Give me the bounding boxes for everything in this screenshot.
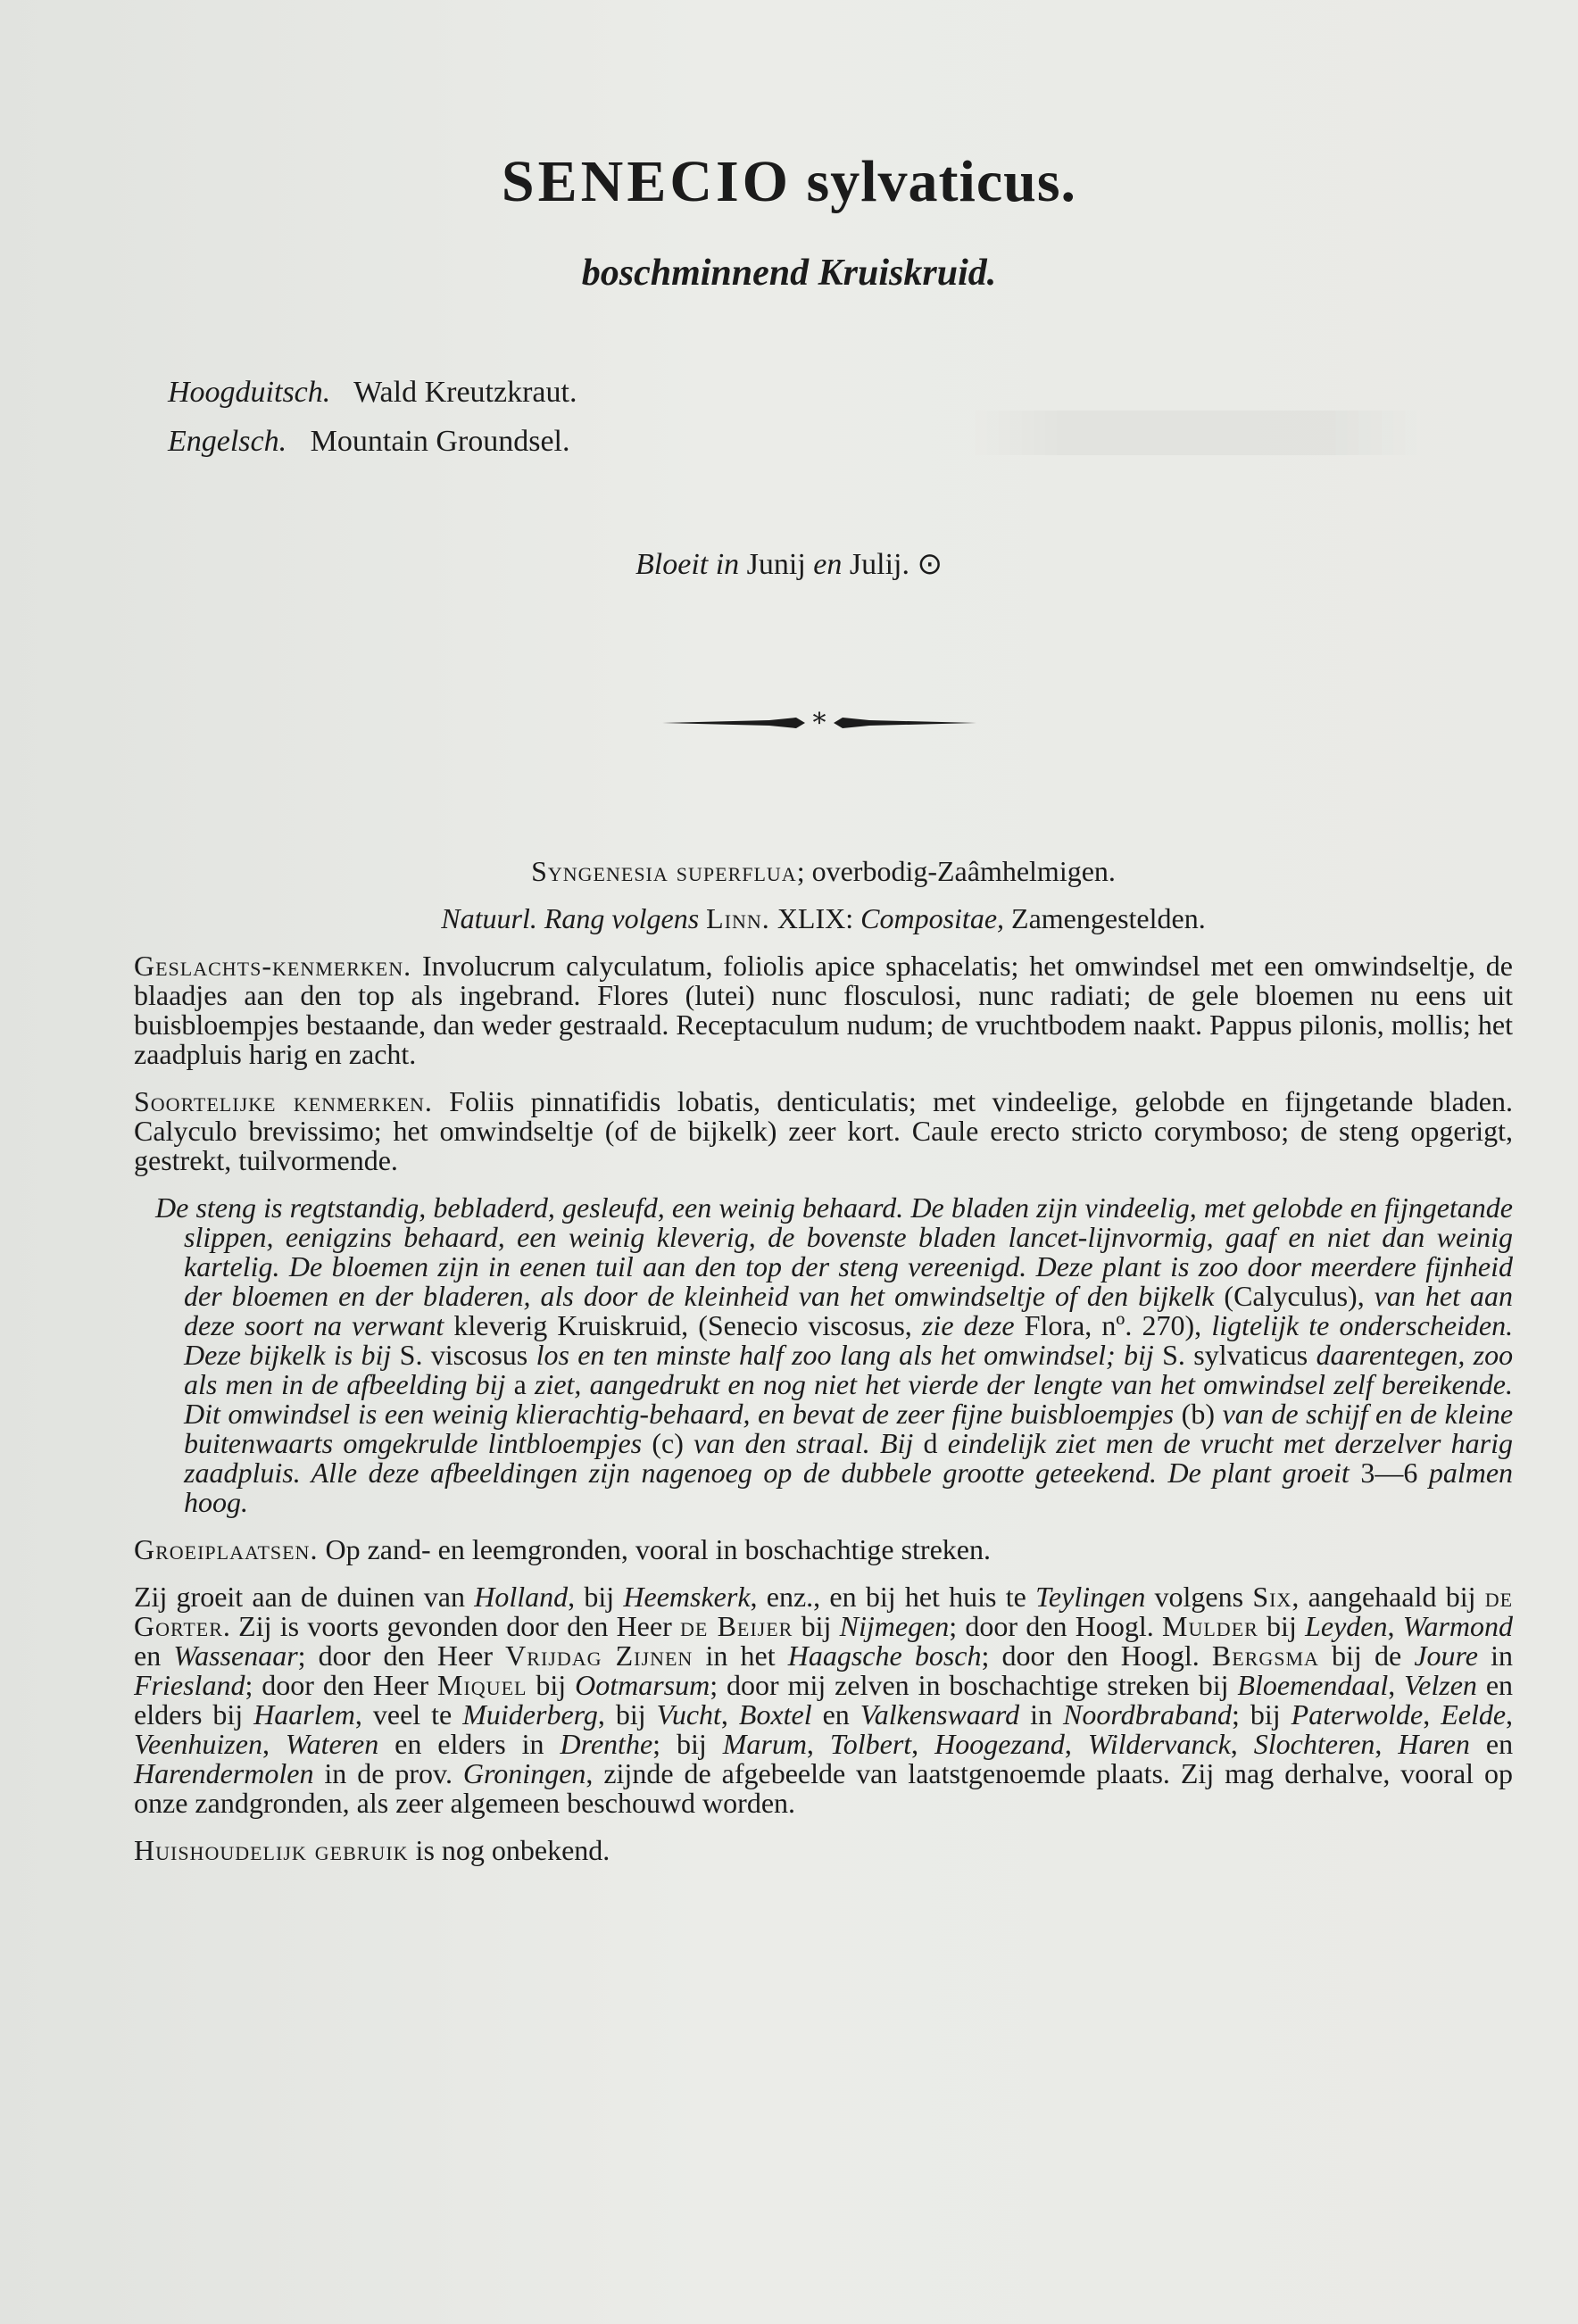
place-name: Wassenaar xyxy=(173,1639,298,1672)
species-title xyxy=(0,146,1578,218)
economic-use xyxy=(134,1836,1513,1865)
place-name: Hoogezand xyxy=(934,1728,1065,1760)
locality-text: , xyxy=(1064,1728,1088,1760)
desc-upright: a xyxy=(513,1368,527,1400)
rank-number: XLIX: xyxy=(777,902,854,934)
locality-text: bij xyxy=(793,1610,840,1642)
place-name: Haarlem xyxy=(253,1698,355,1731)
locality-text: ; bij xyxy=(652,1728,723,1760)
genus-name: SENECIO xyxy=(501,149,793,215)
desc-text: palmen hoog. xyxy=(184,1457,1514,1518)
person-name: Mulder xyxy=(1162,1610,1258,1642)
desc-upright: S. sylvaticus xyxy=(1162,1339,1308,1371)
desc-upright: Flora, nº. 270), xyxy=(1024,1309,1202,1341)
desc-upright: d xyxy=(923,1427,938,1459)
section-label: Soortelijke kenmerken. xyxy=(134,1085,433,1117)
locality-text: bij xyxy=(527,1669,576,1701)
locality-text: , xyxy=(1388,1669,1405,1701)
locality-text: , zijnde de afgebeelde van laatstgenoemde plaats. Zij mag derhalve, vooral op onze zandgronden, als zeer algemeen beschouwd worden. xyxy=(134,1757,1514,1819)
locality-text: ; door mij zelven in boschachtige streken bij xyxy=(710,1669,1238,1701)
foreign-name-english xyxy=(168,417,577,466)
foreign-names xyxy=(168,368,577,466)
foreign-name: Mountain Groundsel. xyxy=(310,425,570,458)
place-name: Noordbraband xyxy=(1062,1698,1233,1731)
locality-text: ; door den Heer xyxy=(245,1669,438,1701)
place-name: Haren xyxy=(1398,1728,1470,1760)
locality-text: . Zij is voorts gevonden door den Heer xyxy=(222,1610,680,1642)
place-name: Ootmarsum xyxy=(575,1669,710,1701)
locality-text: volgens xyxy=(1145,1581,1253,1613)
place-name: Groningen xyxy=(462,1757,586,1789)
place-name: Tolbert xyxy=(829,1728,912,1760)
locality-text: , xyxy=(806,1728,830,1760)
place-name: Teylingen xyxy=(1035,1581,1146,1613)
locality-text: ; door den Heer xyxy=(297,1639,506,1672)
bloei-word: en xyxy=(813,548,843,581)
desc-upright: 3—6 xyxy=(1360,1457,1418,1489)
place-name: Leyden xyxy=(1305,1610,1388,1642)
place-name: Bloemendaal xyxy=(1237,1669,1389,1701)
class-name: Syngenesia superflua xyxy=(531,855,797,887)
desc-text: los en ten minste half zoo lang als het omwindsel; bij xyxy=(536,1339,1154,1371)
locality-text: , xyxy=(911,1728,935,1760)
locality-text: , veel te xyxy=(354,1698,463,1731)
locality-text: in de prov. xyxy=(313,1757,463,1789)
locality-text: , bij xyxy=(568,1581,624,1613)
locality-text: , bij xyxy=(597,1698,657,1731)
place-name: Wildervanck xyxy=(1087,1728,1231,1760)
desc-upright: kleverig Kruiskruid, (Senecio viscosus, xyxy=(453,1309,912,1341)
rank-line xyxy=(134,904,1513,934)
desc-upright: S. viscosus xyxy=(399,1339,528,1371)
plant-description xyxy=(134,1193,1513,1517)
desc-text: ligtelijk te onderscheiden. Deze bijkelk is bij xyxy=(184,1309,1514,1371)
place-name: Nijmegen xyxy=(839,1610,950,1642)
language-label: Hoogduitsch. xyxy=(168,376,331,409)
person-name: Vrijdag Zijnen xyxy=(505,1639,693,1672)
locality-text: Zij groeit aan de duinen van xyxy=(134,1581,475,1613)
locality-text: , xyxy=(1387,1610,1403,1642)
locality-text: , aangehaald bij xyxy=(1291,1581,1485,1613)
place-name: Harendermolen xyxy=(134,1757,314,1789)
rank-label: Natuurl. Rang volgens xyxy=(441,902,700,934)
place-name: Paterwolde xyxy=(1291,1698,1424,1731)
locality-text: , xyxy=(262,1728,286,1760)
section-label: Huishoudelijk gebruik xyxy=(134,1834,409,1866)
locality-text: ; door den Hoogl. xyxy=(981,1639,1212,1672)
ornament-divider-icon xyxy=(662,705,976,741)
section-label: Geslachts-kenmerken. xyxy=(134,950,412,982)
locality-text: bij xyxy=(1258,1610,1306,1642)
locality-text: en elders in xyxy=(378,1728,561,1760)
person-name: Bergsma xyxy=(1211,1639,1319,1672)
place-name: Wateren xyxy=(285,1728,379,1760)
place-name: Warmond xyxy=(1402,1610,1514,1642)
habitat-text: Op zand- en leemgronden, vooral in boschachtige streken. xyxy=(325,1533,991,1565)
locality-text: en xyxy=(1469,1728,1514,1760)
bloei-word: in xyxy=(715,548,740,581)
genus-characters xyxy=(134,951,1513,1069)
place-name: Valkenswaard xyxy=(860,1698,1020,1731)
habitat xyxy=(134,1535,1513,1565)
place-name: Friesland xyxy=(134,1669,245,1701)
desc-text: zie deze xyxy=(921,1309,1015,1341)
desc-text: van het aan deze soort na verwant xyxy=(184,1280,1514,1341)
place-name: Velzen xyxy=(1404,1669,1477,1701)
locality-text: , xyxy=(1230,1728,1254,1760)
foreign-name: Wald Kreutzkraut. xyxy=(353,376,577,409)
person-name: Six xyxy=(1252,1581,1292,1613)
desc-text: ziet, aangedrukt en nog niet het vierde der lengte van het omwindsel zelf bereikende. Dit omwindsel is een weinig klierachtig-behaard, en bevat de zeer fijne buisbloempjes xyxy=(184,1368,1514,1430)
desc-upright: (b) xyxy=(1181,1398,1215,1430)
place-name: Eelde xyxy=(1441,1698,1507,1731)
desc-upright: (Calyculus), xyxy=(1224,1280,1365,1312)
annual-symbol-icon: ⊙ xyxy=(917,548,943,581)
desc-upright: (c) xyxy=(652,1427,684,1459)
locality-text: , xyxy=(1506,1698,1514,1731)
person-name: de Gorter xyxy=(134,1581,1514,1642)
place-name: Haagsche bosch xyxy=(787,1639,982,1672)
bloei-word: Bloeit xyxy=(635,548,709,581)
class-dutch: ; overbodig-Zaâmhelmigen. xyxy=(796,855,1116,887)
desc-text: daarentegen, zoo als men in de afbeelding bij xyxy=(184,1339,1514,1400)
place-name: Heemskerk xyxy=(623,1581,751,1613)
desc-text: van den straal. Bij xyxy=(693,1427,914,1459)
month-june: Junij xyxy=(746,548,806,581)
bleed-through-shadow xyxy=(964,411,1428,455)
section-label: Groeiplaatsen. xyxy=(134,1533,319,1565)
person-name: Miquel xyxy=(437,1669,527,1701)
locality-text: in xyxy=(1478,1639,1514,1672)
foreign-name-german xyxy=(168,368,577,417)
locality-text: en elders bij xyxy=(134,1669,1514,1731)
class-line xyxy=(134,857,1513,886)
place-name: Holland xyxy=(474,1581,569,1613)
localities-paragraph xyxy=(134,1582,1513,1818)
desc-text: De steng is regtstandig, bebladerd, gesleufd, een weinig behaard. De bladen zijn vindeelig, met gelobde en fijngetande slippen, eenigzins behaard, een weinig kleverig, de bovenste bladen lancet-lijnvormig, gaaf en niet dan weinig kartelig. De bloemen zijn in eenen tuil aan den top der steng vereenigd. Deze plant is zoo door meerdere fijnheid der bloemen en der bladeren, als door de kleinheid van het omwindseltje of den bijkelk xyxy=(155,1191,1513,1312)
desc-text: van de schijf en de kleine buitenwaarts omgekrulde lintbloempjes xyxy=(184,1398,1514,1459)
locality-text: , xyxy=(720,1698,739,1731)
flowering-line xyxy=(0,546,1578,582)
locality-text: en xyxy=(134,1639,174,1672)
svg-text:*: * xyxy=(812,708,826,739)
locality-text: ; door den Hoogl. xyxy=(949,1610,1163,1642)
locality-text: en xyxy=(811,1698,860,1731)
rank-family: Compositae, xyxy=(860,902,1005,934)
species-characters xyxy=(134,1087,1513,1175)
locality-text: in xyxy=(1019,1698,1063,1731)
place-name: Muiderberg xyxy=(462,1698,598,1731)
language-label: Engelsch. xyxy=(168,425,287,458)
locality-text: , xyxy=(1423,1698,1441,1731)
locality-text: ; bij xyxy=(1232,1698,1291,1731)
locality-text: , enz., en bij het huis te xyxy=(750,1581,1036,1613)
place-name: Boxtel xyxy=(738,1698,812,1731)
rank-dutch: Zamengestelden. xyxy=(1011,902,1206,934)
economic-use-text: is nog onbekend. xyxy=(415,1834,610,1866)
person-name: de Beijer xyxy=(680,1610,793,1642)
place-name: Drenthe xyxy=(560,1728,653,1760)
place-name: Slochteren xyxy=(1253,1728,1375,1760)
locality-text: in het xyxy=(693,1639,788,1672)
place-name: Vucht xyxy=(656,1698,721,1731)
place-name: Joure xyxy=(1414,1639,1478,1672)
genus-characters-text: Involucrum calyculatum, foliolis apice sphacelatis; het omwindsel met een omwindseltje, de blaadjes aan den top als ingebrand. Flores (lutei) nunc flosculosi, nunc radiati; de gele bloemen nu eens uit buisbloempjes bestaande, dan weder gestraald. Receptaculum nudum; de vruchtbodem naakt. Pappus pilonis, mollis; het zaadpluis harig en zacht. xyxy=(134,950,1514,1070)
species-characters-text: Foliis pinnatifidis lobatis, denticulatis; met vindeelige, gelobde en fijngetande bladen. Calyculo brevissimo; het omwindseltje (of de bijkelk) zeer kort. Caule erecto stricto corymboso; de steng opgerigt, gestrekt, tuilvormende. xyxy=(134,1085,1514,1176)
desc-text: eindelijk ziet men de vrucht met derzelver harig zaadpluis. Alle deze afbeeldingen zijn nagenoeg op de dubbele grootte geteekend. De plant groeit xyxy=(184,1427,1514,1489)
dutch-name: boschminnend Kruiskruid. xyxy=(581,253,997,294)
rank-authority: Linn. xyxy=(706,902,770,934)
locality-text: bij de xyxy=(1318,1639,1415,1672)
locality-text: , xyxy=(1375,1728,1399,1760)
species-epithet: sylvaticus. xyxy=(806,149,1077,215)
place-name: Marum xyxy=(722,1728,807,1760)
body-text xyxy=(134,857,1513,1883)
place-name: Veenhuizen xyxy=(134,1728,262,1760)
month-july: Julij. xyxy=(849,548,909,581)
